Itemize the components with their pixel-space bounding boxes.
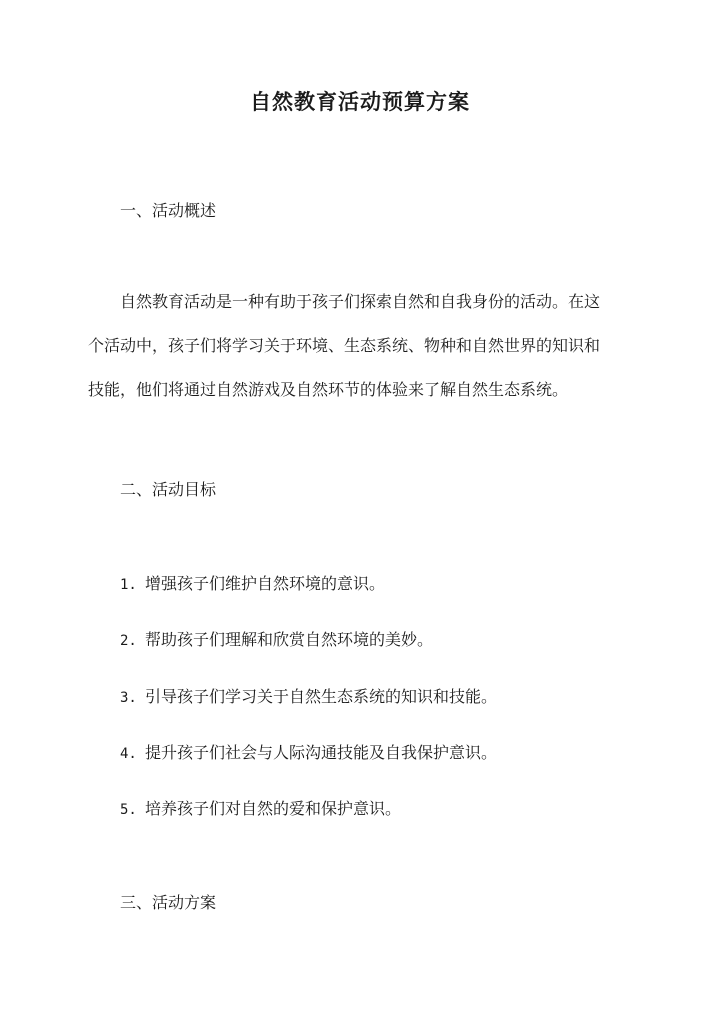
list-item-text: 培养孩子们对自然的爱和保护意识。	[145, 799, 402, 818]
list-item	[120, 627, 433, 650]
list-item	[120, 571, 385, 594]
list-item-number: 4.	[120, 746, 137, 762]
paragraph-line: 个活动中，孩子们将学习关于环境、生态系统、物种和自然世界的知识和	[88, 336, 601, 355]
section-heading-overview: 一、活动概述	[120, 201, 217, 220]
list-item-number: 1.	[120, 577, 137, 593]
overview-paragraph	[88, 280, 636, 412]
list-item-text: 提升孩子们社会与人际沟通技能及自我保护意识。	[145, 743, 498, 762]
list-item	[120, 684, 497, 707]
document-title: 自然教育活动预算方案	[250, 89, 470, 114]
list-item	[120, 740, 497, 763]
list-item-text: 帮助孩子们理解和欣赏自然环境的美妙。	[145, 630, 434, 649]
list-item-text: 增强孩子们维护自然环境的意识。	[145, 574, 386, 593]
list-item-text: 引导孩子们学习关于自然生态系统的知识和技能。	[145, 687, 498, 706]
list-item	[120, 796, 401, 819]
list-item-number: 3.	[120, 690, 137, 706]
list-item-number: 2.	[120, 633, 137, 649]
paragraph-line: 自然教育活动是一种有助于孩子们探索自然和自我身份的活动。在这	[120, 292, 601, 311]
list-item-number: 5.	[120, 802, 137, 818]
section-heading-goals: 二、活动目标	[120, 480, 217, 499]
section-heading-plan: 三、活动方案	[120, 893, 217, 912]
paragraph-line: 技能，他们将通过自然游戏及自然环节的体验来了解自然生态系统。	[88, 380, 569, 399]
